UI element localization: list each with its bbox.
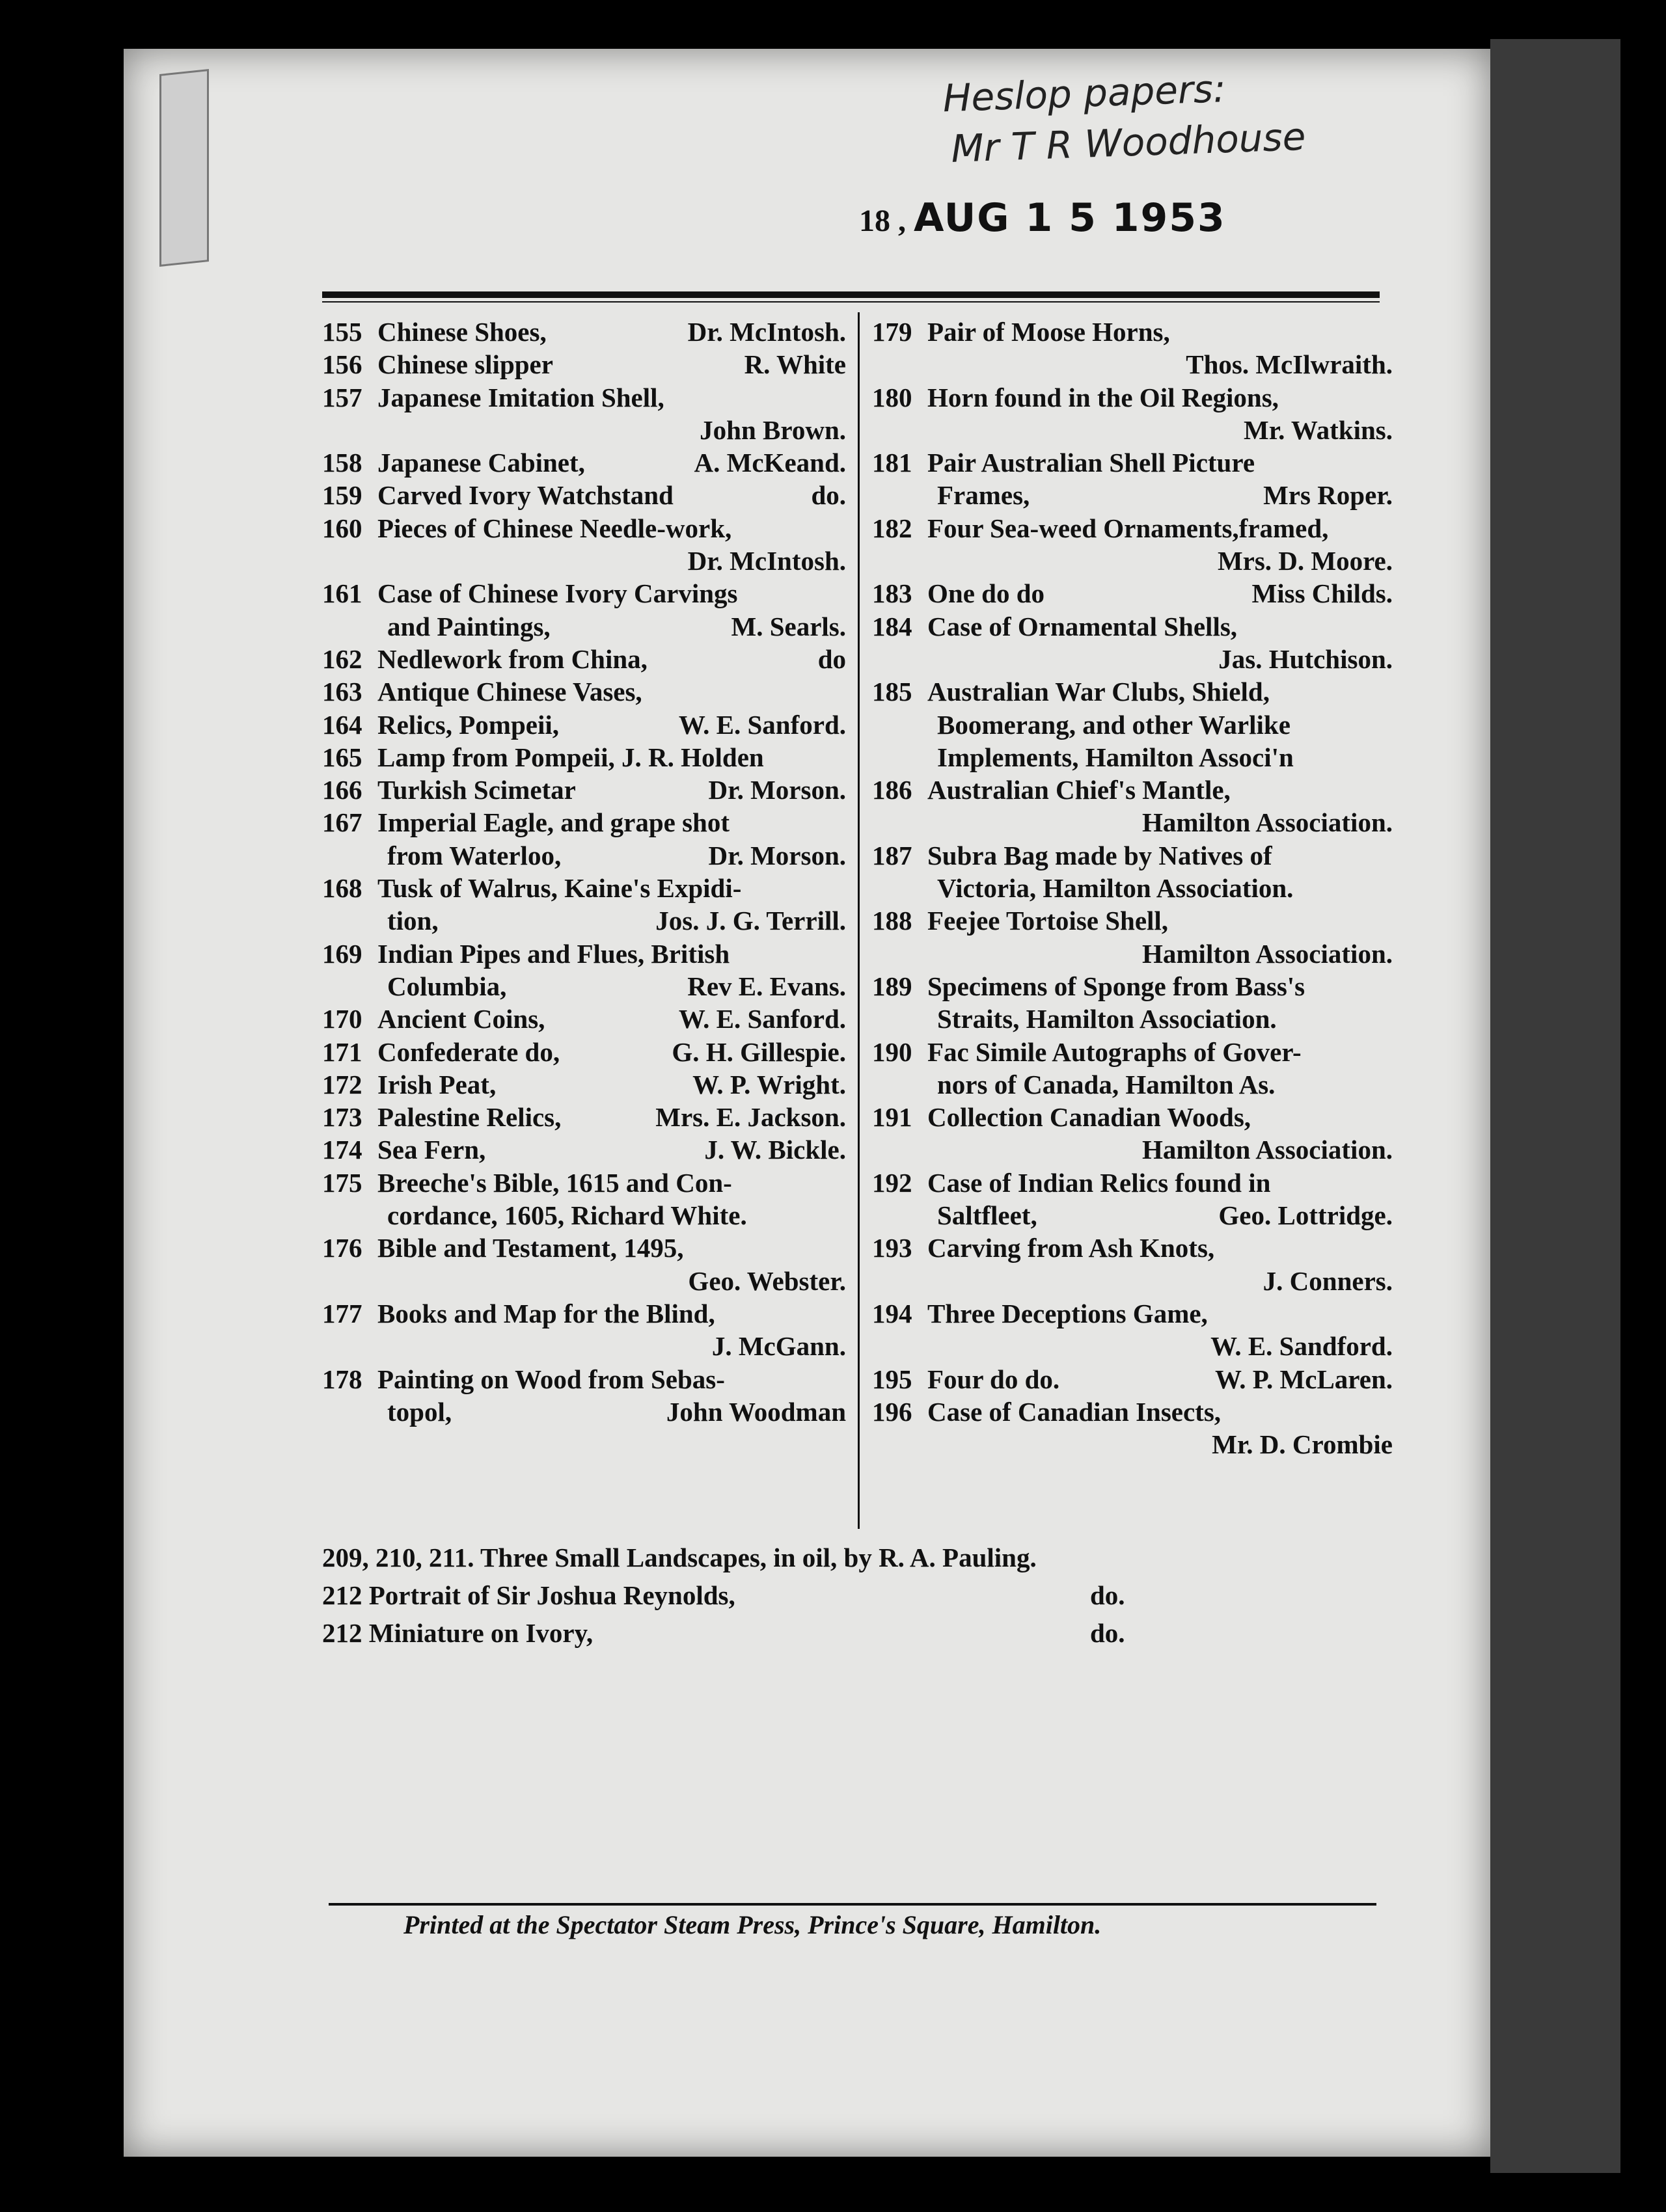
entry-description: One do do	[927, 578, 1045, 609]
entry-number: 168	[322, 873, 362, 904]
catalogue-entry-line	[872, 348, 1393, 381]
catalogue-entry-line	[322, 545, 846, 577]
entry-description: Columbia,	[387, 971, 507, 1001]
entry-number: 162	[322, 643, 362, 674]
entry-text	[872, 1167, 1270, 1199]
catalogue-entry-line	[872, 316, 1393, 348]
handwritten-line-1: Heslop papers:	[942, 66, 1227, 121]
entry-text	[872, 1003, 1277, 1035]
entry-number: 186	[872, 775, 912, 805]
entry-donor: J. McGann.	[711, 1331, 846, 1362]
entry-description: Relics, Pompeii,	[377, 709, 559, 740]
catalogue-entry-line	[322, 1036, 846, 1068]
entry-text	[322, 1101, 561, 1133]
entry-number: 183	[872, 578, 912, 609]
entry-number: 174	[322, 1135, 362, 1165]
background-dark-area	[1490, 39, 1620, 2173]
entry-text	[322, 610, 551, 643]
entry-text	[322, 479, 674, 511]
entry-description: Saltfleet,	[937, 1200, 1037, 1231]
entry-description: and Paintings,	[387, 611, 551, 641]
catalogue-entry-line	[322, 512, 846, 545]
entry-description: Sea Fern,	[377, 1135, 486, 1165]
catalogue-entry-line	[872, 577, 1393, 610]
bottom-entry-text: 212 Miniature on Ivory,	[322, 1618, 594, 1648]
entry-text	[872, 316, 1170, 348]
catalogue-entry-line	[322, 1232, 846, 1264]
entry-number: 192	[872, 1167, 912, 1198]
entry-description: Pair Australian Shell Picture	[927, 448, 1255, 478]
entry-text	[872, 1396, 1221, 1428]
entry-donor: W. P. McLaren.	[1215, 1364, 1393, 1394]
entry-donor: Dr. McIntosh.	[687, 317, 846, 347]
entry-text	[322, 1297, 715, 1330]
entry-description: Australian War Clubs, Shield,	[927, 677, 1270, 707]
entry-description: Feejee Tortoise Shell,	[927, 906, 1169, 936]
entry-number: 178	[322, 1364, 362, 1394]
entry-description: Painting on Wood from Sebas-	[377, 1364, 725, 1394]
entry-donor: Jas. Hutchison.	[1218, 643, 1393, 674]
entry-number: 191	[872, 1102, 912, 1133]
entry-text	[322, 1133, 485, 1166]
entry-description: Case of Indian Relics found in	[927, 1167, 1271, 1198]
catalogue-entry-line	[872, 1396, 1393, 1428]
entry-donor: John Brown.	[700, 414, 846, 445]
catalogue-entry-line	[872, 643, 1393, 675]
entry-donor: John Woodman	[666, 1396, 846, 1427]
catalogue-entry-line	[872, 1232, 1393, 1264]
entry-number: 160	[322, 513, 362, 543]
catalogue-entry-line	[322, 1265, 846, 1297]
entry-donor: Jos. J. G. Terrill.	[655, 906, 846, 936]
entry-text	[322, 970, 506, 1003]
catalogue-entry-line	[322, 872, 846, 904]
entry-description: Collection Canadian Woods,	[927, 1102, 1251, 1133]
entry-description: Chinese slipper	[377, 349, 553, 380]
catalogue-entry-line	[872, 937, 1393, 970]
entry-text	[322, 675, 642, 708]
entry-number: 167	[322, 807, 362, 838]
entry-text	[322, 872, 741, 904]
catalogue-entry-line	[322, 1101, 846, 1133]
entry-description: Bible and Testament, 1495,	[377, 1233, 684, 1263]
entry-text	[322, 839, 561, 872]
bottom-entry-donor: do.	[1090, 1618, 1125, 1648]
entry-text	[872, 839, 1272, 872]
catalogue-entry-line	[322, 1068, 846, 1101]
entry-donor: W. E. Sandford.	[1210, 1331, 1393, 1362]
entry-text	[872, 1101, 1251, 1133]
catalogue-entry-line	[322, 708, 846, 741]
catalogue-entry-line	[322, 774, 846, 806]
catalogue-entry-line	[872, 806, 1393, 839]
entry-text	[322, 577, 737, 610]
catalogue-entry-line	[322, 1396, 846, 1428]
handwritten-note	[942, 57, 1400, 174]
catalogue-entry-line	[872, 675, 1393, 708]
entry-text	[872, 1232, 1214, 1264]
entry-text	[322, 1199, 747, 1232]
entry-description: Turkish Scimetar	[377, 775, 576, 805]
entry-text	[872, 741, 1294, 774]
catalogue-entry-line	[872, 1133, 1393, 1166]
entry-description: Pair of Moose Horns,	[927, 317, 1170, 347]
entry-donor: Thos. McIlwraith.	[1186, 349, 1393, 380]
catalogue-entry-line	[322, 741, 846, 774]
entry-text	[322, 348, 553, 381]
top-rule-thin	[322, 301, 1380, 303]
entry-text	[872, 675, 1270, 708]
entry-text	[322, 774, 576, 806]
left-column	[322, 316, 846, 1428]
entry-number: 166	[322, 775, 362, 805]
entry-text	[322, 937, 730, 970]
entry-description: Japanese Cabinet,	[377, 448, 585, 478]
entry-number: 185	[872, 677, 912, 707]
entry-description: Case of Ornamental Shells,	[927, 611, 1238, 641]
entry-text	[322, 1363, 725, 1396]
entry-number: 189	[872, 971, 912, 1001]
catalogue-entry-line	[872, 741, 1393, 774]
catalogue-entry-line	[322, 839, 846, 872]
entry-description: Straits, Hamilton Association.	[937, 1004, 1277, 1034]
entry-description: Subra Bag made by Natives of	[927, 840, 1272, 870]
entry-text	[322, 1396, 452, 1428]
catalogue-entry-line	[872, 1363, 1393, 1396]
entry-description: Irish Peat,	[377, 1069, 497, 1099]
page-tab	[159, 69, 209, 267]
catalogue-entry-line	[872, 970, 1393, 1003]
catalogue-entry-line	[872, 479, 1393, 511]
entry-donor: W. E. Sanford.	[678, 709, 846, 740]
entry-text	[872, 1199, 1037, 1232]
entry-donor: Hamilton Association.	[1142, 807, 1393, 838]
entry-number: 159	[322, 480, 362, 511]
entry-number: 190	[872, 1036, 912, 1067]
entry-donor: Dr. McIntosh.	[687, 546, 846, 576]
entry-donor: Rev E. Evans.	[687, 971, 846, 1001]
entry-number: 181	[872, 448, 912, 478]
entry-number: 165	[322, 742, 362, 772]
entry-donor: M. Searls.	[731, 611, 846, 641]
entry-number: 187	[872, 840, 912, 870]
entry-donor: Dr. Morson.	[708, 775, 846, 805]
bottom-entry-text: 212 Portrait of Sir Joshua Reynolds,	[322, 1580, 735, 1610]
entry-text	[872, 904, 1168, 937]
entry-text	[322, 643, 648, 675]
entry-donor: Dr. Morson.	[708, 840, 846, 870]
entry-description: Case of Canadian Insects,	[927, 1396, 1222, 1427]
catalogue-entry-line	[322, 381, 846, 414]
catalogue-entry-line	[322, 1199, 846, 1232]
entry-number: 195	[872, 1364, 912, 1394]
entry-description: Four Sea-weed Ornaments,framed,	[927, 513, 1329, 543]
catalogue-entry-line	[872, 904, 1393, 937]
entry-donor: J. Conners.	[1263, 1265, 1393, 1296]
entry-text	[322, 381, 664, 414]
entry-number: 163	[322, 677, 362, 707]
catalogue-entry-line	[322, 1133, 846, 1166]
entry-number: 170	[322, 1004, 362, 1034]
entry-donor: do.	[811, 480, 846, 511]
date-stamp-text: AUG 1 5 1953	[914, 195, 1226, 241]
entry-description: nors of Canada, Hamilton As.	[937, 1069, 1276, 1099]
entry-description: Ancient Coins,	[377, 1004, 545, 1034]
catalogue-entry-line	[872, 1003, 1393, 1035]
entry-donor: Hamilton Association.	[1142, 938, 1393, 969]
entry-number: 196	[872, 1396, 912, 1427]
entry-description: Nedlework from China,	[377, 643, 648, 674]
entry-donor: R. White	[744, 349, 846, 380]
entry-text	[872, 1068, 1275, 1101]
entry-number: 158	[322, 448, 362, 478]
entry-description: Lamp from Pompeii, J. R. Holden	[377, 742, 764, 772]
entry-text	[322, 512, 731, 545]
entry-description: Case of Chinese Ivory Carvings	[377, 578, 738, 609]
catalogue-entry-line	[872, 1265, 1393, 1297]
entry-number: 182	[872, 513, 912, 543]
catalogue-entry-line	[872, 1297, 1393, 1330]
entry-text	[322, 1003, 545, 1035]
entry-description: Imperial Eagle, and grape shot	[377, 807, 730, 838]
bottom-entry-text: 209, 210, 211. Three Small Landscapes, in oil, by R. A. Pauling.	[322, 1543, 1037, 1572]
entry-description: Victoria, Hamilton Association.	[937, 873, 1294, 904]
entry-description: Tusk of Walrus, Kaine's Expidi-	[377, 873, 742, 904]
entry-text	[872, 872, 1293, 904]
entry-donor: A. McKeand.	[694, 448, 846, 478]
entry-description: Australian Chief's Mantle,	[927, 775, 1231, 805]
catalogue-entry-line	[322, 643, 846, 675]
catalogue-entry-line	[872, 1428, 1393, 1461]
catalogue-entry-line	[322, 316, 846, 348]
catalogue-entry-line	[872, 1036, 1393, 1068]
catalogue-entry-line	[322, 1330, 846, 1362]
entry-description: Fac Simile Autographs of Gover-	[927, 1036, 1302, 1067]
catalogue-entry-line	[322, 446, 846, 479]
entry-description: Carved Ivory Watchstand	[377, 480, 674, 511]
entry-text	[322, 1167, 732, 1199]
entry-donor: Mr. D. Crombie	[1212, 1429, 1393, 1460]
entry-description: from Waterloo,	[387, 840, 562, 870]
entry-description: Pieces of Chinese Needle-work,	[377, 513, 732, 543]
bottom-entries	[322, 1539, 1428, 1652]
entry-number: 172	[322, 1069, 362, 1099]
catalogue-entry-line	[872, 839, 1393, 872]
entry-description: Confederate do,	[377, 1036, 560, 1067]
catalogue-entry-line	[322, 1297, 846, 1330]
entry-description: Carving from Ash Knots,	[927, 1233, 1215, 1263]
catalogue-entry-line	[322, 414, 846, 446]
entry-donor: Miss Childs.	[1251, 578, 1393, 609]
catalogue-entry-line	[872, 774, 1393, 806]
entry-description: Chinese Shoes,	[377, 317, 547, 347]
entry-text	[872, 1297, 1208, 1330]
entry-text	[322, 708, 559, 741]
entry-donor: Geo. Lottridge.	[1218, 1200, 1393, 1231]
catalogue-entry-line	[322, 806, 846, 839]
catalogue-entry-line	[872, 1101, 1393, 1133]
entry-number: 156	[322, 349, 362, 380]
date-prefix: 18 ,	[859, 204, 906, 238]
entry-donor: do	[817, 643, 846, 674]
entry-description: Indian Pipes and Flues, British	[377, 938, 730, 969]
entry-donor: W. P. Wright.	[692, 1069, 846, 1099]
entry-number: 193	[872, 1233, 912, 1263]
entry-description: Four do do.	[927, 1364, 1060, 1394]
catalogue-entry-line	[322, 675, 846, 708]
entry-description: Three Deceptions Game,	[927, 1298, 1208, 1329]
entry-text	[872, 1036, 1302, 1068]
entry-text	[872, 381, 1279, 414]
entry-description: Breeche's Bible, 1615 and Con-	[377, 1167, 732, 1198]
bottom-entry	[322, 1614, 1428, 1652]
entry-number: 177	[322, 1298, 362, 1329]
catalogue-entry-line	[322, 970, 846, 1003]
catalogue-entry-line	[872, 414, 1393, 446]
catalogue-entry-line	[322, 1003, 846, 1035]
catalogue-entry-line	[872, 708, 1393, 741]
entry-text	[322, 316, 547, 348]
top-rule	[322, 291, 1380, 298]
catalogue-entry-line	[872, 872, 1393, 904]
entry-number: 176	[322, 1233, 362, 1263]
entry-text	[322, 806, 730, 839]
entry-text	[322, 446, 585, 479]
entry-donor: G. H. Gillespie.	[672, 1036, 846, 1067]
entry-text	[322, 1036, 560, 1068]
entry-description: Horn found in the Oil Regions,	[927, 382, 1279, 412]
entry-description: Antique Chinese Vases,	[377, 677, 642, 707]
entry-donor: J. W. Bickle.	[704, 1135, 846, 1165]
entry-text	[872, 708, 1290, 741]
catalogue-entry-line	[322, 904, 846, 937]
catalogue-entry-line	[872, 545, 1393, 577]
entry-number: 173	[322, 1102, 362, 1133]
entry-number: 157	[322, 382, 362, 412]
entry-description: cordance, 1605, Richard White.	[387, 1200, 747, 1231]
entry-text	[322, 1068, 496, 1101]
entry-description: Implements, Hamilton Associ'n	[937, 742, 1294, 772]
entry-number: 188	[872, 906, 912, 936]
entry-description: Japanese Imitation Shell,	[377, 382, 664, 412]
catalogue-entry-line	[872, 1330, 1393, 1362]
catalogue-entry-line	[872, 610, 1393, 643]
catalogue-entry-line	[872, 446, 1393, 479]
entry-description: Specimens of Sponge from Bass's	[927, 971, 1305, 1001]
entry-donor: Mrs Roper.	[1263, 480, 1393, 511]
entry-number: 179	[872, 317, 912, 347]
entry-description: Palestine Relics,	[377, 1102, 562, 1133]
entry-text	[872, 577, 1045, 610]
column-divider	[858, 312, 860, 1529]
catalogue-entry-line	[322, 1167, 846, 1199]
entry-description: Books and Map for the Blind,	[377, 1298, 715, 1329]
entry-text	[872, 446, 1255, 479]
date-stamp	[859, 195, 1226, 241]
entry-number: 175	[322, 1167, 362, 1198]
entry-text	[322, 1232, 683, 1264]
entry-number: 171	[322, 1036, 362, 1067]
handwritten-line-2: Mr T R Woodhouse	[950, 114, 1307, 171]
entry-text	[872, 1363, 1059, 1396]
catalogue-entry-line	[322, 610, 846, 643]
entry-text	[322, 741, 764, 774]
entry-description: Frames,	[937, 480, 1030, 511]
entry-number: 155	[322, 317, 362, 347]
entry-number: 169	[322, 938, 362, 969]
entry-donor: Mr. Watkins.	[1244, 414, 1393, 445]
bottom-entry	[322, 1576, 1428, 1614]
catalogue-entry-line	[322, 1363, 846, 1396]
entry-text	[872, 512, 1328, 545]
entry-number: 180	[872, 382, 912, 412]
entry-donor: W. E. Sanford.	[678, 1004, 846, 1034]
catalogue-entry-line	[872, 381, 1393, 414]
bottom-entry	[322, 1539, 1428, 1576]
entry-description: Boomerang, and other Warlike	[937, 709, 1290, 740]
entry-text	[872, 610, 1237, 643]
entry-donor: Mrs. D. Moore.	[1217, 546, 1393, 576]
catalogue-entry-line	[322, 937, 846, 970]
entry-text	[872, 774, 1231, 806]
catalogue-entry-line	[872, 1068, 1393, 1101]
footer-rule	[329, 1903, 1376, 1906]
bottom-entry-donor: do.	[1090, 1580, 1125, 1610]
catalogue-entry-line	[322, 348, 846, 381]
catalogue-entry-line	[872, 1199, 1393, 1232]
entry-description: topol,	[387, 1396, 452, 1427]
entry-text	[872, 479, 1030, 511]
entry-number: 161	[322, 578, 362, 609]
entry-number: 164	[322, 709, 362, 740]
right-column	[872, 316, 1393, 1461]
entry-number: 194	[872, 1298, 912, 1329]
catalogue-entry-line	[872, 512, 1393, 545]
catalogue-entry-line	[872, 1167, 1393, 1199]
entry-text	[872, 970, 1305, 1003]
entry-text	[322, 904, 439, 937]
entry-donor: Hamilton Association.	[1142, 1135, 1393, 1165]
catalogue-entry-line	[322, 577, 846, 610]
entry-description: tion,	[387, 906, 439, 936]
entry-donor: Geo. Webster.	[688, 1265, 846, 1296]
printer-footer: Printed at the Spectator Steam Press, Prince's Square, Hamilton.	[403, 1910, 1102, 1939]
entry-donor: Mrs. E. Jackson.	[655, 1102, 846, 1133]
entry-number: 184	[872, 611, 912, 641]
catalogue-entry-line	[322, 479, 846, 511]
